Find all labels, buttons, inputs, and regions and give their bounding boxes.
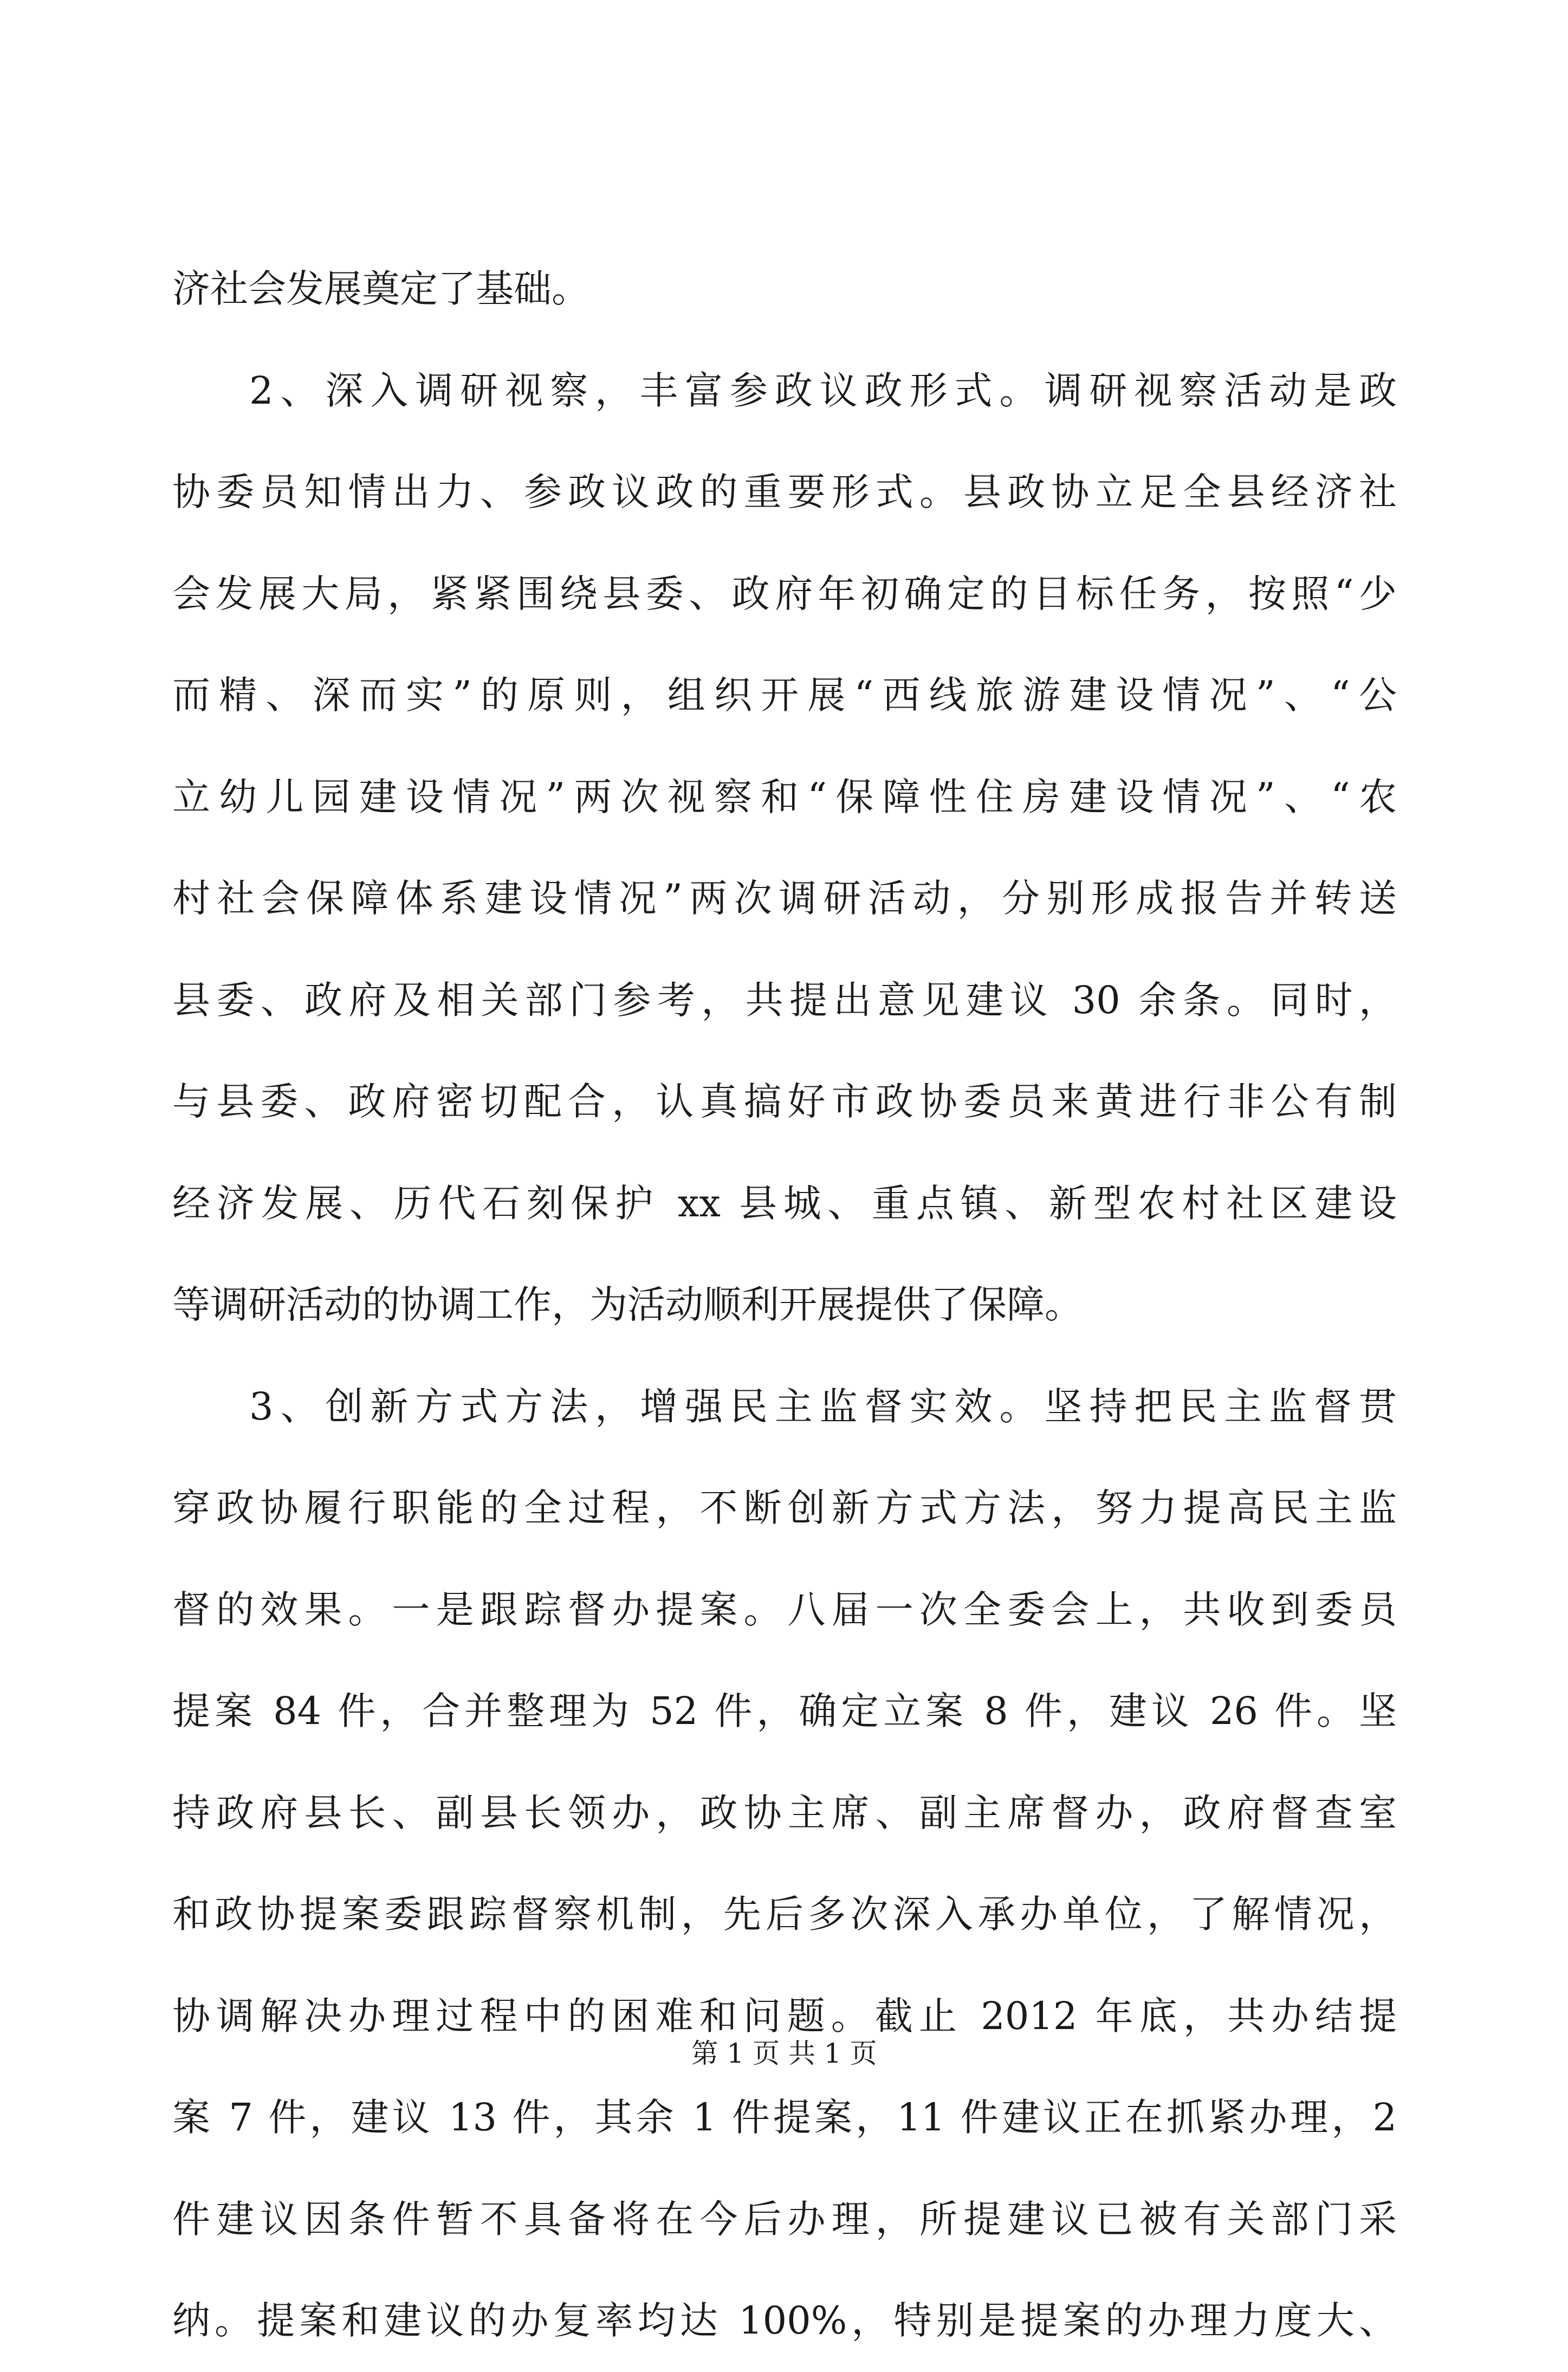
paragraph-line: 协调解决办理过程中的困难和问题。截止 2012 年底，共办结提 <box>172 1993 1397 2038</box>
paragraph-line: 而精、深而实”的原则，组织开展“西线旅游建设情况”、“公 <box>172 673 1397 717</box>
paragraph-line: 村社会保障体系建设情况”两次调研活动，分别形成报告并转送 <box>172 876 1397 921</box>
paragraph-line: 督的效果。一是跟踪督办提案。八届一次全委会上，共收到委员 <box>172 1587 1397 1632</box>
paragraph-line: 县委、政府及相关部门参考，共提出意见建议 30 余条。同时， <box>172 977 1397 1022</box>
paragraph-line: 穿政协履行职能的全过程，不断创新方式方法，努力提高民主监 <box>172 1486 1397 1530</box>
paragraph-line: 提案 84 件，合并整理为 52 件，确定立案 8 件，建议 26 件。坚 <box>172 1689 1397 1733</box>
paragraph-line: 会发展大局，紧紧围绕县委、政府年初确定的目标任务，按照“少 <box>172 571 1397 616</box>
paragraph-line: 件建议因条件暂不具备将在今后办理，所提建议已被有关部门采 <box>172 2196 1397 2241</box>
paragraph-line: 立幼儿园建设情况”两次视察和“保障性住房建设情况”、“农 <box>172 774 1397 819</box>
paragraph-line: 协委员知情出力、参政议政的重要形式。县政协立足全县经济社 <box>172 470 1397 514</box>
paragraph-line: 和政协提案委跟踪督察机制，先后多次深入承办单位，了解情况， <box>172 1892 1397 1936</box>
paragraph-line: 3、创新方式方法，增强民主监督实效。坚持把民主监督贯 <box>249 1384 1397 1429</box>
paragraph-line: 等调研活动的协调工作，为活动顺利开展提供了保障。 <box>172 1282 1083 1327</box>
paragraph-line: 持政府县长、副县长领办，政协主席、副主席督办，政府督查室 <box>172 1790 1397 1835</box>
paragraph-line: 2、深入调研视察，丰富参政议政形式。调研视察活动是政 <box>249 368 1397 413</box>
paragraph-line: 济社会发展奠定了基础。 <box>172 267 589 311</box>
paragraph-line: 与县委、政府密切配合，认真搞好市政协委员来黄进行非公有制 <box>172 1079 1397 1124</box>
paragraph-line: 经济发展、历代石刻保护 xx 县城、重点镇、新型农村社区建设 <box>172 1181 1397 1226</box>
paragraph-line: 纳。提案和建议的办复率均达 100%，特别是提案的办理力度大、 <box>172 2298 1397 2343</box>
paragraph-line: 案 7 件，建议 13 件，其余 1 件提案，11 件建议正在抓紧办理，2 <box>172 2095 1397 2140</box>
page-footer: 第 1 页 共 1 页 <box>691 2038 877 2069</box>
